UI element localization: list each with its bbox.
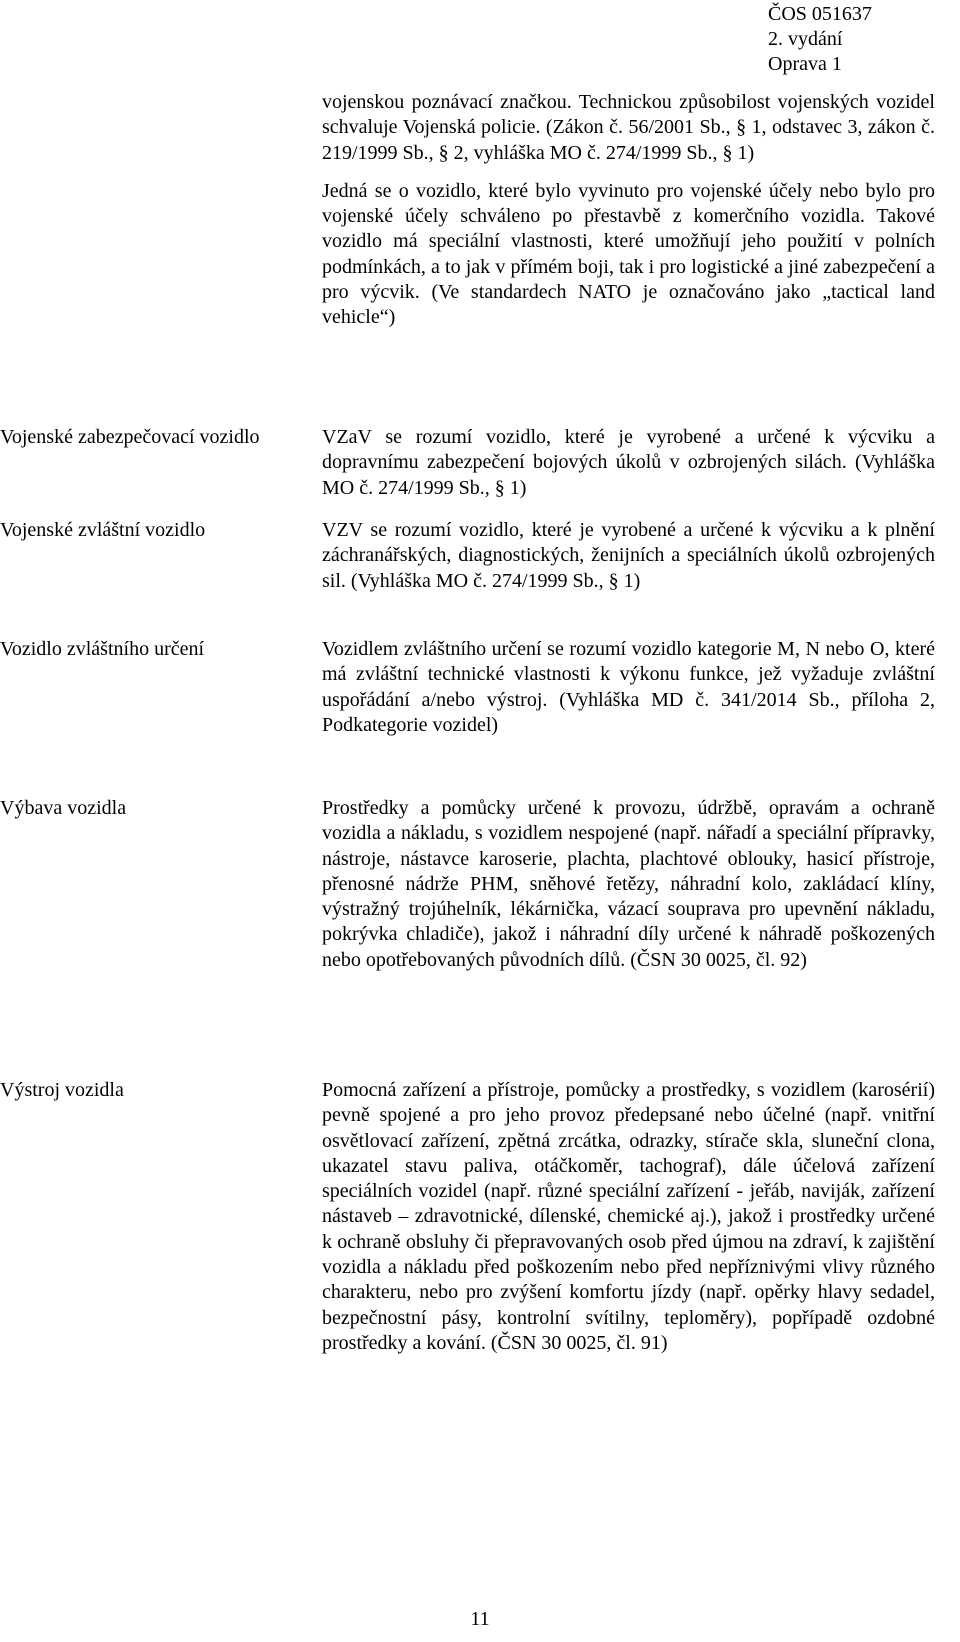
definition-paragraph: Vozidlem zvláštního určení se rozumí vozidlo kategorie M, N nebo O, které má zvláštní technické vlastnosti k výkonu funkce, jež vyžaduje zvláštní uspořádání a/nebo výstroj. (Vyhláška MD č. 341/2014 Sb., příloha 2, Podkategorie vozidel)	[322, 638, 935, 736]
definition-text	[322, 796, 935, 986]
definition-paragraph: VZV se rozumí vozidlo, které je vyrobené a určené k výcviku a k plnění záchranářských, diagnostických, ženijních a speciálních úkolů ozbrojených sil. (Vyhláška MO č. 274/1999 Sb., § 1)	[322, 519, 935, 592]
document-header	[768, 2, 928, 77]
page-number: 11	[470, 1608, 490, 1630]
definition-term: Vozidlo zvláštního určení	[0, 638, 205, 660]
definition-paragraph: Jedná se o vozidlo, které bylo vyvinuto pro vojenské účely nebo bylo pro vojenské účely schváleno po přestavbě z komerčního vozidla. Takové vozidlo má speciální vlastnosti, které umožňují jeho použití v polních podmínkách, a to jak v přímém boji, tak i pro logistické a jiné zabezpečení a pro výcvik. (Ve standardech NATO je označováno jako „tactical land vehicle“)	[322, 179, 935, 329]
definition-text	[322, 1078, 935, 1369]
edition-label: 2. vydání	[768, 28, 843, 50]
definition-paragraph: vojenskou poznávací značkou. Technickou způsobilost vojenských vozidel schvaluje Vojenská policie. (Zákon č. 56/2001 Sb., § 1, odstavec 3, zákon č. 219/1999 Sb., § 2, vyhláška MO č. 274/1999 Sb., § 1)	[322, 91, 935, 164]
definition-text	[322, 425, 935, 514]
definition-paragraph: VZaV se rozumí vozidlo, které je vyrobené a určené k výcviku a dopravnímu zabezpečení bojových úkolů v ozbrojených silách. (Vyhláška MO č. 274/1999 Sb., § 1)	[322, 426, 935, 499]
definition-term: Vojenské zabezpečovací vozidlo	[0, 426, 260, 448]
definition-paragraph: Prostředky a pomůcky určené k provozu, údržbě, opravám a ochraně vozidla a nákladu, s vozidlem nespojené (např. nářadí a speciální přípravky, nástroje, nástavce karoserie, plachta, plachtové oblouky, hasicí přístroje, přenosné nádrže PHM, sněhové řetězy, náhradní kolo, zakládací klíny, výstražný trojúhelník, lékárnička, vázací souprava pro upevnění nákladu, pokrývka chladiče), jakož i náhradní díly určené k náhradě poškozených nebo opotřebovaných původních dílů. (ČSN 30 0025, čl. 92)	[322, 797, 935, 971]
definition-term: Vojenské zvláštní vozidlo	[0, 519, 206, 541]
definition-paragraph: Pomocná zařízení a přístroje, pomůcky a prostředky, s vozidlem (karosérií) pevně spojené a pro jeho provoz předepsané nebo účelné (např. vnitřní osvětlovací zařízení, zpětná zrcátka, odrazky, stírače skla, sluneční clona, ukazatel stavu paliva, otáčkoměr, tachograf), dále účelová zařízení speciálních vozidel (např. různé speciální zařízení - jeřáb, naviják, zařízení nástaveb – zdravotnické, dílenské, chemické aj.), jakož i prostředky určené k ochraně obsluhy či přepravovaných osob před újmou na zdraví, k zajištění vozidla a nákladu před poškozením nebo před nepříznivými vlivy různého charakteru, nebo pro zvýšení komfortu jízdy (např. opěrky hlavy sedadel, bezpečnostní pásy, kontrolní svítilny, teploměry), popřípadě ozdobné prostředky a kování. (ČSN 30 0025, čl. 91)	[322, 1079, 935, 1354]
correction-label: Oprava 1	[768, 53, 842, 75]
definition-term: Výbava vozidla	[0, 797, 127, 819]
standard-code: ČOS 051637	[768, 3, 872, 25]
definition-text	[322, 637, 935, 751]
definition-term: Výstroj vozidla	[0, 1079, 124, 1101]
definition-text	[322, 90, 935, 344]
definition-text	[322, 518, 935, 607]
